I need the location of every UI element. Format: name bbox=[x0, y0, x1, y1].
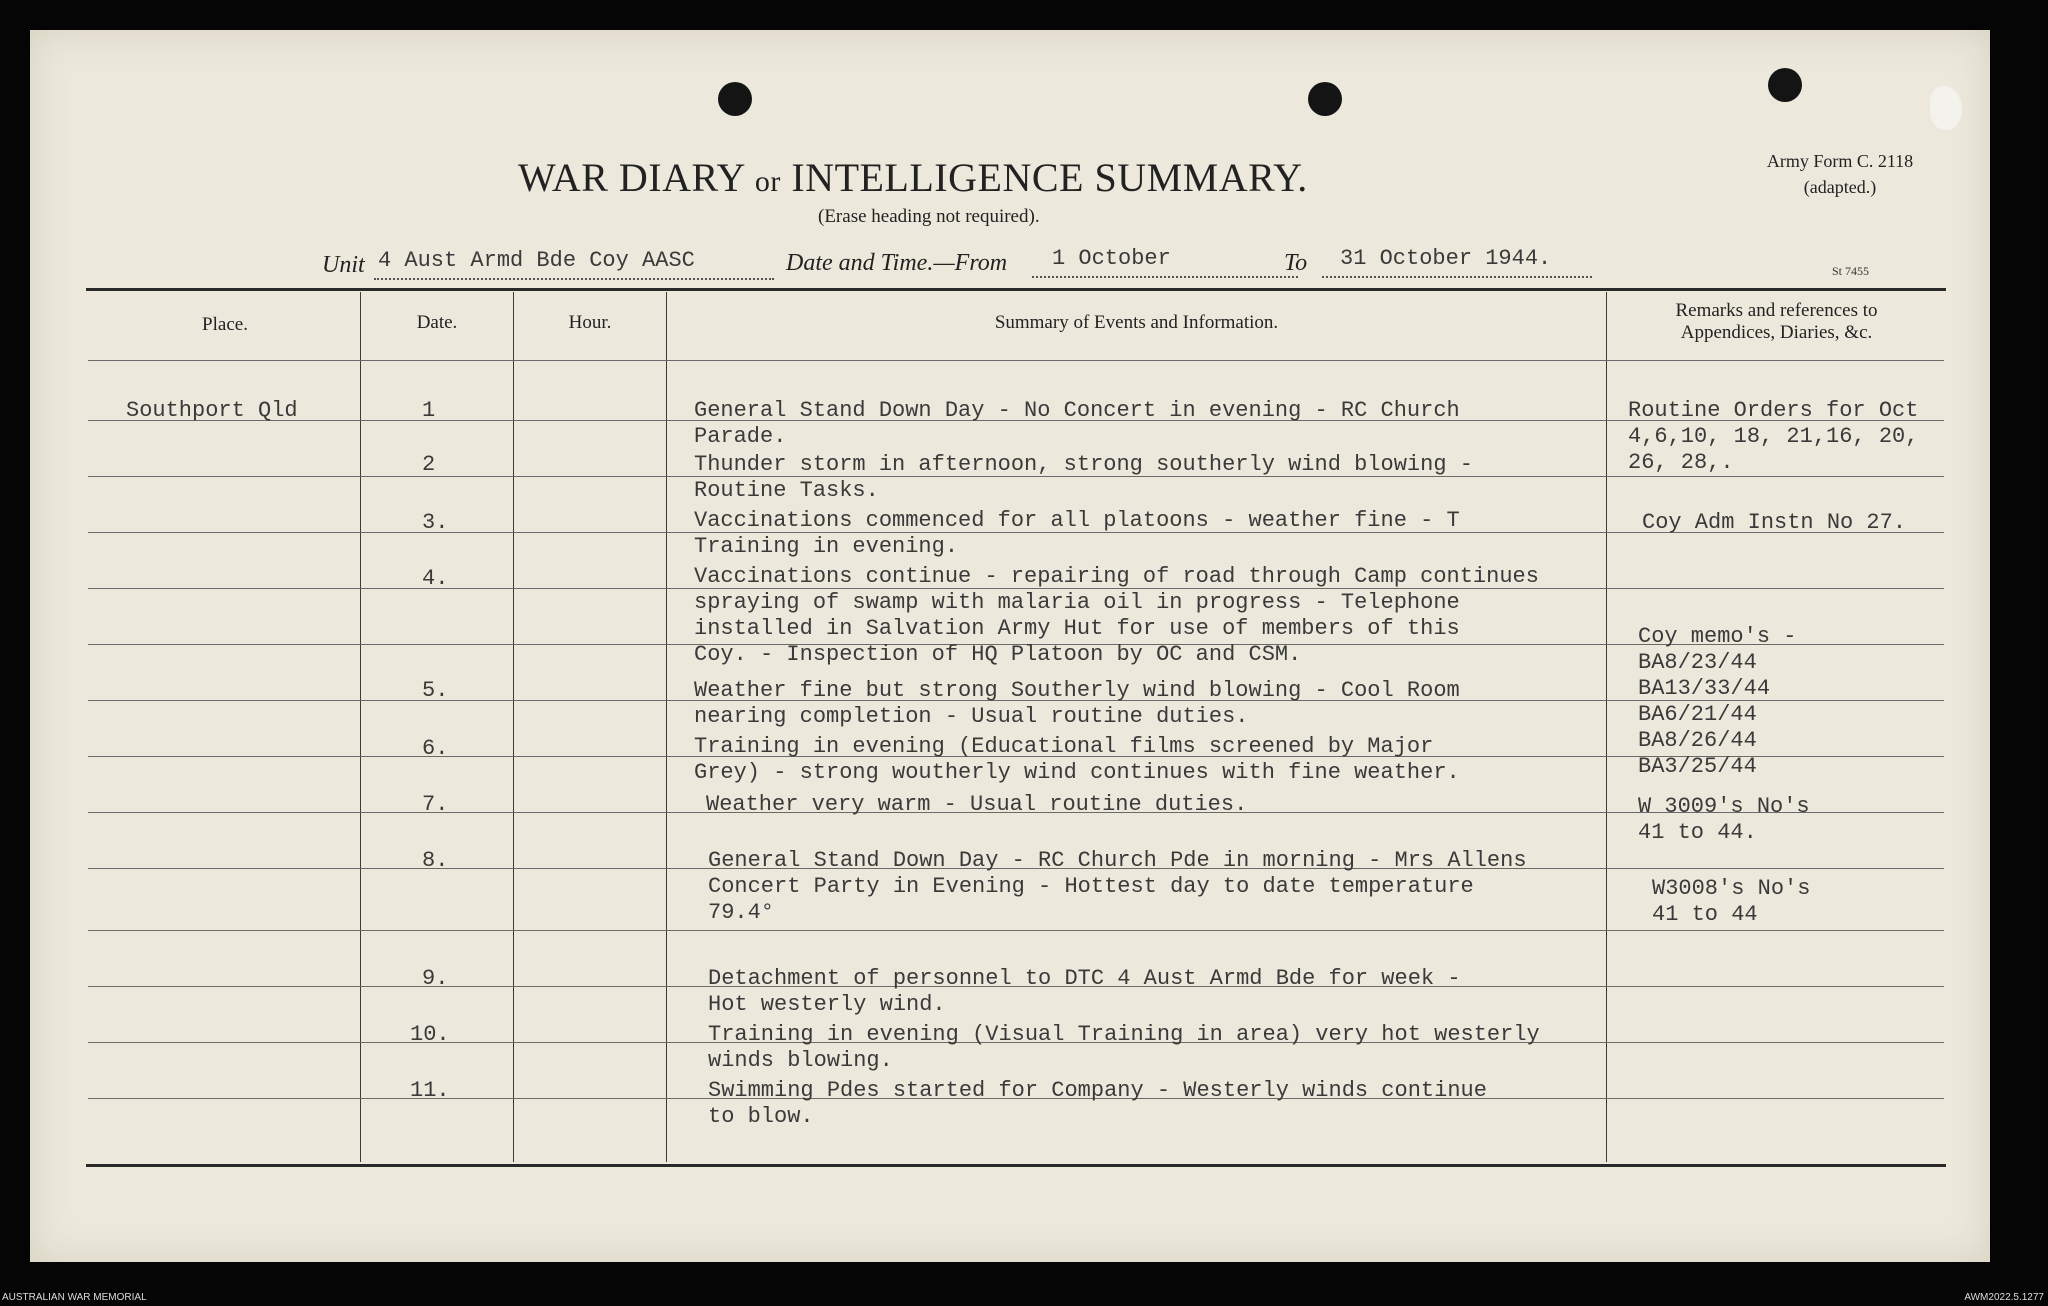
footer-right: AWM2022.5.1277 bbox=[1964, 1292, 2044, 1303]
entry-date: 1 bbox=[422, 398, 436, 423]
entry-date: 5. bbox=[422, 678, 449, 703]
from-value: 1 October bbox=[1052, 246, 1171, 271]
entry-date: 6. bbox=[422, 736, 449, 761]
coy-memos-ref bbox=[1638, 624, 1796, 780]
date-time-label: Date and Time.—From bbox=[786, 250, 1008, 276]
entry-summary bbox=[694, 452, 1473, 504]
page-subtitle: (Erase heading not required). bbox=[818, 206, 1040, 227]
summary-line: Thunder storm in afternoon, strong southerly wind blowing - bbox=[694, 452, 1473, 477]
summary-line: Parade. bbox=[694, 424, 787, 449]
col-divider-place bbox=[360, 292, 361, 1162]
unit-label: Unit bbox=[322, 252, 365, 278]
remarks-line: 41 to 44 bbox=[1652, 902, 1758, 927]
punch-hole bbox=[1768, 68, 1802, 102]
entry-date: 2 bbox=[422, 452, 436, 477]
entry-summary bbox=[694, 734, 1460, 786]
header-rule bbox=[88, 360, 1944, 361]
title-war-diary: WAR DIARY bbox=[518, 155, 745, 200]
memo-ref: BA6/21/44 bbox=[1638, 702, 1757, 727]
summary-line: Routine Tasks. bbox=[694, 478, 879, 503]
summary-line: Training in evening (Visual Training in area) very hot westerly bbox=[708, 1022, 1540, 1047]
summary-line: Grey) - strong woutherly wind continues with fine weather. bbox=[694, 760, 1460, 785]
summary-line: 79.4° bbox=[708, 900, 775, 925]
entry-date: 10. bbox=[410, 1022, 450, 1047]
punch-hole bbox=[1308, 82, 1342, 116]
memo-ref: BA8/23/44 bbox=[1638, 650, 1757, 675]
remarks-line: W 3009's No's bbox=[1638, 794, 1810, 819]
entry-summary bbox=[706, 792, 1247, 818]
remarks-line: Coy memo's - bbox=[1638, 624, 1797, 649]
remarks-line: Routine Orders for Oct bbox=[1628, 398, 1919, 423]
summary-line: Vaccinations commenced for all platoons - weather fine - T bbox=[694, 508, 1460, 533]
unit-value: 4 Aust Armd Bde Coy AASC bbox=[378, 248, 695, 273]
summary-line: Training in evening. bbox=[694, 534, 959, 559]
from-dotline bbox=[1032, 276, 1298, 278]
summary-line: Training in evening (Educational films screened by Major bbox=[694, 734, 1434, 759]
summary-line: Vaccinations continue - repairing of road through Camp continues bbox=[694, 564, 1539, 589]
to-value: 31 October 1944. bbox=[1340, 246, 1552, 271]
summary-line: Detachment of personnel to DTC 4 Aust Armd Bde for week - bbox=[708, 966, 1461, 991]
summary-line: Weather very warm - Usual routine duties. bbox=[706, 792, 1248, 817]
summary-line: nearing completion - Usual routine duties. bbox=[694, 704, 1249, 729]
place-value: Southport Qld bbox=[126, 398, 298, 423]
remarks-line: 4,6,10, 18, 21,16, 20, bbox=[1628, 424, 1919, 449]
summary-line: winds blowing. bbox=[708, 1048, 893, 1073]
table-bottom-rule bbox=[86, 1164, 1946, 1167]
remarks-line: 26, 28,. bbox=[1628, 450, 1734, 475]
summary-line: Coy. - Inspection of HQ Platoon by OC and CSM. bbox=[694, 642, 1302, 667]
entry-summary bbox=[694, 398, 1460, 450]
summary-line: General Stand Down Day - No Concert in evening - RC Church bbox=[694, 398, 1460, 423]
entry-summary bbox=[694, 508, 1460, 560]
title-or: or bbox=[754, 165, 781, 198]
summary-line: Weather fine but strong Southerly wind blowing - Cool Room bbox=[694, 678, 1460, 703]
entry-date: 3. bbox=[422, 510, 449, 535]
w3008-ref bbox=[1652, 876, 1810, 928]
to-dotline bbox=[1322, 276, 1592, 278]
title-intelligence-summary: INTELLIGENCE SUMMARY. bbox=[791, 155, 1308, 200]
entry-date: 9. bbox=[422, 966, 449, 991]
col-divider-date bbox=[513, 292, 514, 1162]
summary-line: General Stand Down Day - RC Church Pde in morning - Mrs Allens bbox=[708, 848, 1527, 873]
routine-orders-ref bbox=[1628, 398, 1918, 476]
col-header-hour: Hour. bbox=[568, 312, 612, 333]
army-form-ref bbox=[1750, 148, 1930, 200]
army-form-adapted: (adapted.) bbox=[1803, 177, 1877, 197]
memo-ref: BA3/25/44 bbox=[1638, 754, 1757, 779]
entry-summary bbox=[708, 966, 1461, 1018]
col-header-date: Date. bbox=[416, 312, 458, 333]
stock-number: St 7455 bbox=[1832, 264, 1870, 278]
summary-line: installed in Salvation Army Hut for use of members of this bbox=[694, 616, 1460, 641]
unit-dotline bbox=[374, 278, 774, 280]
remarks-line: 41 to 44. bbox=[1638, 820, 1757, 845]
summary-line: spraying of swamp with malaria oil in progress - Telephone bbox=[694, 590, 1460, 615]
entry-date: 4. bbox=[422, 566, 449, 591]
to-label: To bbox=[1284, 250, 1308, 276]
remarks-header-line1: Remarks and references to bbox=[1675, 300, 1878, 321]
summary-line: Hot westerly wind. bbox=[708, 992, 946, 1017]
col-header-summary: Summary of Events and Information. bbox=[994, 312, 1279, 333]
entry-date: 8. bbox=[422, 848, 449, 873]
col-header-remarks bbox=[1607, 300, 1946, 344]
coy-adm-instn-ref: Coy Adm Instn No 27. bbox=[1642, 510, 1907, 535]
footer-left: AUSTRALIAN WAR MEMORIAL bbox=[2, 1292, 147, 1303]
entry-date: 11. bbox=[410, 1078, 450, 1103]
remarks-header-line2: Appendices, Diaries, &c. bbox=[1680, 322, 1873, 343]
paper-tear bbox=[1930, 86, 1962, 130]
diary-page bbox=[30, 30, 1990, 1262]
entry-summary bbox=[708, 1022, 1540, 1074]
summary-line: Concert Party in Evening - Hottest day to date temperature bbox=[708, 874, 1474, 899]
entry-summary bbox=[708, 848, 1527, 926]
summary-line: to blow. bbox=[708, 1104, 814, 1129]
w3009-ref bbox=[1638, 794, 1810, 846]
summary-line: Swimming Pdes started for Company - Westerly winds continue bbox=[708, 1078, 1487, 1103]
col-header-place: Place. bbox=[202, 314, 248, 335]
entry-summary bbox=[694, 678, 1460, 730]
memo-ref: BA8/26/44 bbox=[1638, 728, 1757, 753]
entry-summary bbox=[708, 1078, 1487, 1130]
memo-ref: BA13/33/44 bbox=[1638, 676, 1771, 701]
army-form-number: Army Form C. 2118 bbox=[1766, 151, 1914, 171]
col-divider-hour bbox=[666, 292, 667, 1162]
entry-summary bbox=[694, 564, 1539, 668]
row-rule bbox=[88, 930, 1944, 931]
entry-date: 7. bbox=[422, 792, 449, 817]
punch-hole bbox=[718, 82, 752, 116]
remarks-line: W3008's No's bbox=[1652, 876, 1811, 901]
page-title bbox=[518, 154, 1308, 201]
table-top-rule bbox=[86, 288, 1946, 291]
col-divider-summary bbox=[1606, 292, 1607, 1162]
